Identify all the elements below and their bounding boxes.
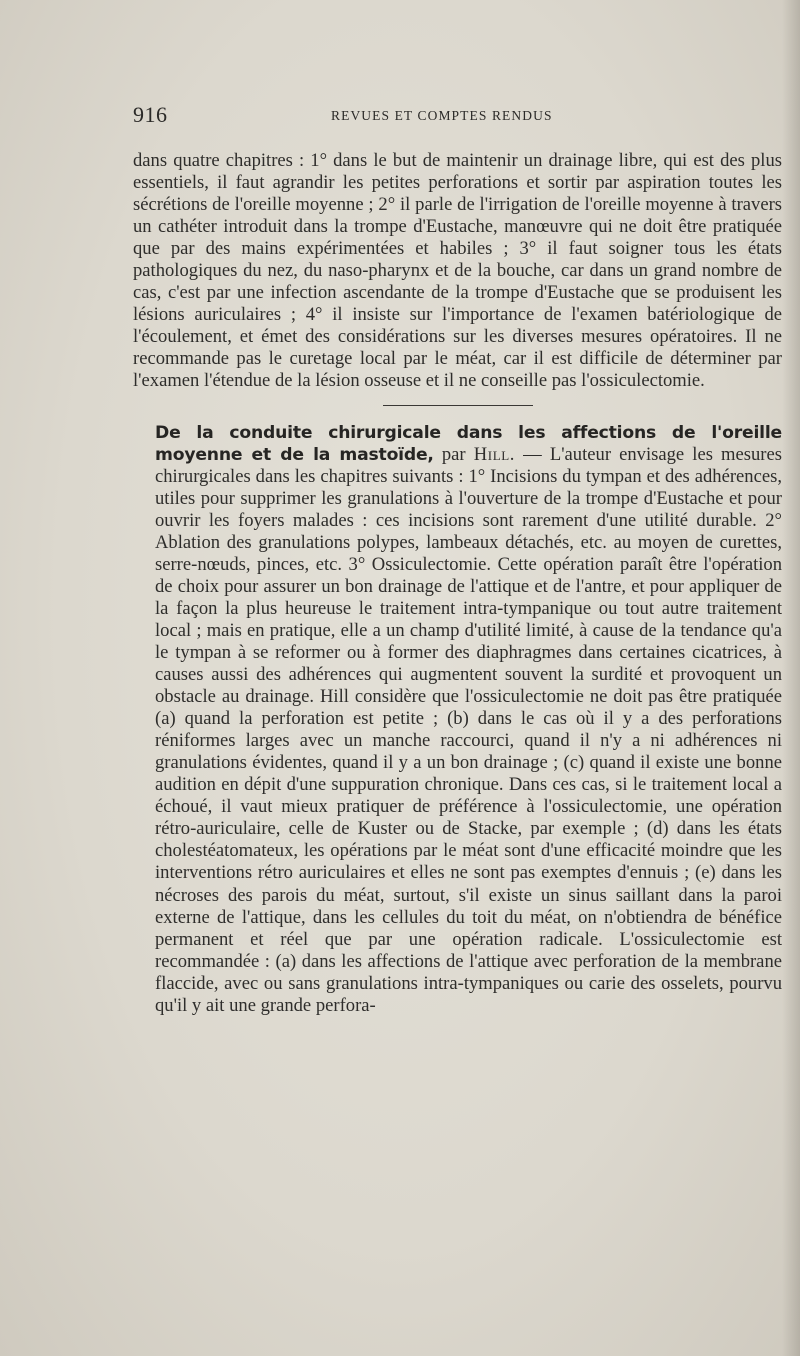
review-text: — L'auteur envisage les mesures chirurgicales dans les chapitres suivants : 1° Incisions du tympan et des adhérences, utiles pour supprimer les granulations à l'ouverture de la trompe d'Eustache et pour ouvrir les foyers malades : ces incisions sont rarement d'une utilité durable. 2° Ablation des granulations polypes, lambeaux détachés, etc. au moyen de curettes, serre-nœuds, pinces, etc. 3° Ossiculectomie. Cette opération paraît être l'opération de choix pour assurer un bon drainage de l'attique et de l'antre, et pour appliquer de la façon la plus heureuse le traitement intra-tympanique ou tout autre traitement local ; mais en pratique, elle a un champ d'utilité limité, à cause de la tendance qu'a le tympan à se reformer ou à former des diaphragmes dans certaines cicatrices, à causes aussi des adhérences qui augmentent souvent la surdité et provoquent un obstacle au drainage. Hill considère que l'ossiculectomie ne doit pas être pratiquée (a) quand la perforation est petite ; (b) dans le cas où il y a des perforations réniformes larges avec un manche raccourci, quand il n'y a ni adhérences ni granulations évidentes, quand il y a un bon drainage ; (c) quand il existe une bonne audition en dépit d'une suppuration chronique. Dans ces cas, si le traitement local a échoué, il vaut mieux pratiquer de préférence à l'ossiculectomie, une opération rétro-auriculaire, celle de Kuster ou de Stacke, par exemple ; (d) dans les états cholestéatomateux, les opérations par le méat sont d'une efficacité moindre que les interventions rétro auriculaires et elles ne sont pas exemptes d'ennuis ; (e) dans les nécroses des parois du méat, surtout, s'il existe un sinus saillant dans la paroi externe de l'attique, dans les cellules du toit du méat, on n'obtiendra de bénéfice permanent et réel que par une opération radicale. L'ossiculectomie est recommandée : (a) dans les affections de l'attique avec perforation de la membrane flaccide, avec ou sans granulations intra-tympaniques ou carie des osselets, pourvu qu'il y ait une grande perfora-: [155, 443, 782, 1016]
review-by: par: [433, 443, 474, 465]
page-binding-shadow: [782, 0, 800, 1356]
page-number: 916: [133, 102, 168, 127]
review-paragraph: [133, 422, 782, 1017]
paragraph-continuation: dans quatre chapitres : 1° dans le but de maintenir un drainage libre, qui est des plus essentiels, il faut agrandir les petites perforations et sortir par aspiration toutes les sécrétions de l'oreille moyenne ; 2° il parle de l'irrigation de l'oreille moyenne à travers un cathéter introduit dans la trompe d'Eustache, manœuvre qui ne doit être pratiquée que par des mains expérimentées et habiles ; 3° il faut soigner tous les états pathologiques du nez, du naso-pharynx et de la bouche, car dans un grand nombre de cas, c'est par une infection ascendante de la trompe d'Eustache que se produisent les lésions auriculaires ; 4° il insiste sur l'importance de l'examen batériologique de l'écoulement, et émet des considérations sur les diverses mesures opératoires. Il ne recommande pas le curetage local par le méat, car il est difficile de déterminer par l'examen l'étendue de la lésion osseuse et il ne conseille pas l'ossiculectomie.: [133, 150, 782, 392]
section-divider: [383, 405, 533, 406]
page-header: [133, 100, 773, 134]
running-head: REVUES ET COMPTES RENDUS: [331, 108, 553, 123]
page-body: [133, 150, 782, 1017]
review-title: De la conduite chirurgicale dans les affections de l'oreille moyenne et de la mastoïde,: [155, 422, 782, 465]
review-author: Hill.: [473, 443, 516, 465]
